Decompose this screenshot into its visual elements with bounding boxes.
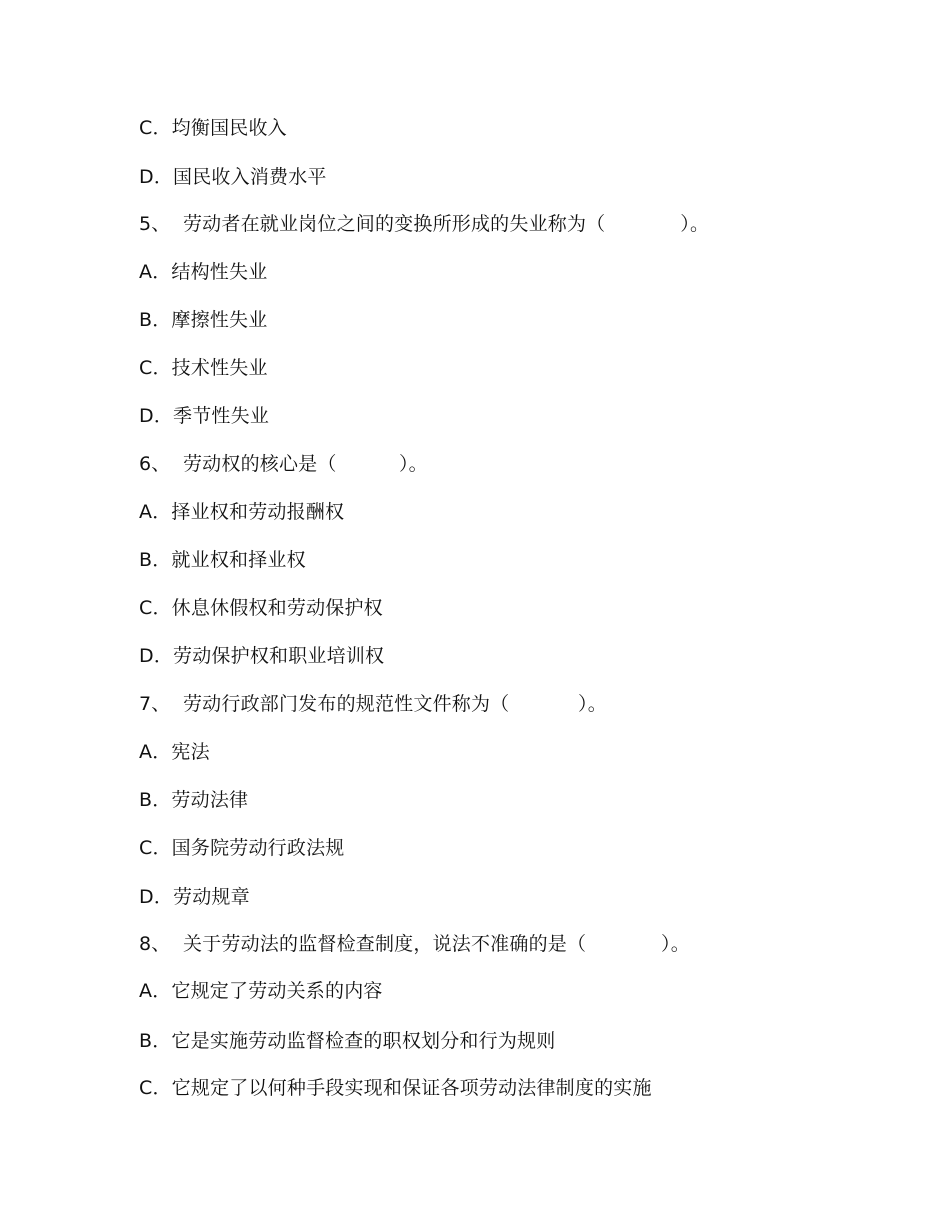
option-c-q6: C．休息休假权和劳动保护权 <box>139 597 383 619</box>
question-8: 8、 关于劳动法的监督检查制度，说法不准确的是（ ）。 <box>139 933 690 955</box>
question-5: 5、 劳动者在就业岗位之间的变换所形成的失业称为（ ）。 <box>139 213 710 235</box>
option-b-q8: B．它是实施劳动监督检查的职权划分和行为规则 <box>139 1030 556 1052</box>
option-c-q4: C．均衡国民收入 <box>139 117 287 139</box>
option-b-q6: B．就业权和择业权 <box>139 549 306 571</box>
option-a-q5: A．结构性失业 <box>139 261 268 283</box>
option-b-q7: B．劳动法律 <box>139 789 249 811</box>
option-c-q7: C．国务院劳动行政法规 <box>139 837 345 859</box>
option-c-q5: C．技术性失业 <box>139 357 268 379</box>
option-d-q5: D．季节性失业 <box>139 405 270 427</box>
question-6: 6、 劳动权的核心是（ ）。 <box>139 453 428 475</box>
option-a-q6: A．择业权和劳动报酬权 <box>139 501 345 523</box>
option-d-q6: D．劳动保护权和职业培训权 <box>139 645 385 667</box>
option-d-q4: D．国民收入消费水平 <box>139 166 327 188</box>
option-b-q5: B．摩擦性失业 <box>139 309 268 331</box>
option-a-q7: A．宪法 <box>139 741 210 763</box>
option-d-q7: D．劳动规章 <box>139 886 250 908</box>
option-c-q8: C．它规定了以何种手段实现和保证各项劳动法律制度的实施 <box>139 1077 652 1099</box>
option-a-q8: A．它规定了劳动关系的内容 <box>139 980 383 1002</box>
question-7: 7、 劳动行政部门发布的规范性文件称为（ ）。 <box>139 693 607 715</box>
